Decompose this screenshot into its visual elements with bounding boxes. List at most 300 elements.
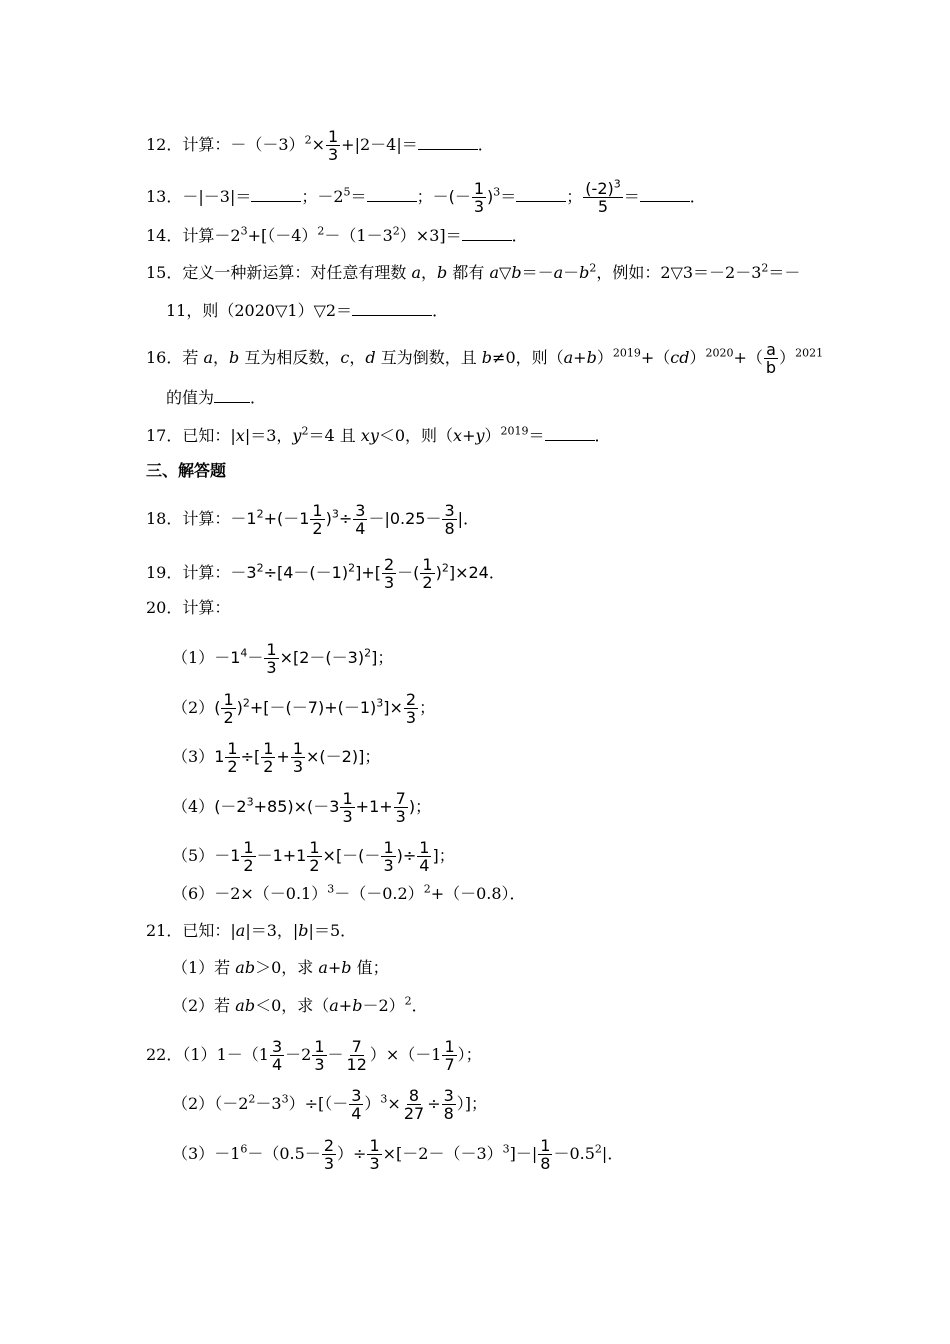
text: + — [276, 747, 290, 766]
text: +(－1 — [263, 509, 310, 528]
variable: a — [235, 921, 246, 940]
fraction — [322, 1137, 336, 1172]
text: ＞0，求 — [255, 958, 319, 977]
text: ）×3]＝ — [399, 226, 462, 245]
text: －（－0.2） — [334, 884, 424, 903]
numerator: 3 — [444, 501, 455, 520]
fraction — [402, 1087, 426, 1122]
text: ]×24． — [448, 563, 505, 582]
part-tag: （2） — [172, 698, 215, 717]
text: ． — [432, 301, 449, 320]
numerator: 1 — [369, 1136, 380, 1155]
text: ×[－(－ — [322, 846, 381, 865]
exponent: 2 — [589, 261, 597, 275]
numerator: 1 — [444, 1037, 455, 1056]
text: ． — [477, 135, 494, 154]
numerator: 1 — [314, 1037, 325, 1056]
question-20 — [146, 598, 230, 618]
text: ． — [689, 187, 706, 206]
text: －2） — [362, 996, 405, 1015]
text: ， — [349, 348, 366, 367]
answer-blank[interactable] — [214, 386, 250, 403]
text: －1 — [230, 509, 257, 528]
text: × — [387, 1094, 401, 1113]
exponent: 3 — [240, 224, 248, 238]
fraction — [420, 556, 434, 591]
numerator: 1 — [419, 838, 430, 857]
denominator: 27 — [403, 1104, 425, 1123]
question-number: 20． — [146, 598, 183, 617]
text: －1 — [214, 1144, 241, 1163]
question-number: 18． — [146, 509, 183, 528]
variable: a — [411, 263, 422, 282]
numerator: 1 — [473, 179, 485, 198]
exponent: 2 — [364, 646, 372, 660]
text: －3 — [255, 1094, 282, 1113]
variable: d — [365, 348, 376, 367]
numerator: 1 — [292, 739, 303, 758]
text: ） — [596, 348, 613, 367]
question-15-line-2 — [166, 299, 448, 321]
text: ）×（－1 — [369, 1045, 442, 1064]
part-tag: （3） — [172, 1144, 215, 1163]
variable: ab — [235, 958, 256, 977]
denominator: 7 — [444, 1055, 455, 1074]
fraction — [538, 1137, 552, 1172]
answer-blank[interactable] — [545, 424, 595, 441]
text: （－2 — [214, 1094, 249, 1113]
question-number: 19． — [146, 563, 183, 582]
numerator: 3 — [443, 1086, 454, 1105]
text: ； — [416, 187, 433, 206]
numerator: 1 — [342, 789, 353, 808]
numerator: 8 — [408, 1086, 420, 1105]
text: ＝4 且 — [308, 426, 361, 445]
text: ． — [511, 226, 528, 245]
text: |＝3， — [244, 426, 293, 445]
text: × — [311, 135, 325, 154]
variable: b — [579, 263, 590, 282]
numerator: a — [766, 340, 776, 359]
exponent: 2 — [404, 994, 412, 1008]
text: +85)×(－3 — [253, 797, 340, 816]
exponent: 2 — [301, 424, 309, 438]
exponent: 6 — [240, 1142, 248, 1156]
text: ≠0，则（ — [492, 348, 564, 367]
fraction — [381, 839, 395, 874]
fraction — [291, 740, 305, 775]
variable: c — [340, 348, 350, 367]
fraction — [225, 740, 239, 775]
text: －( — [397, 563, 420, 582]
text: ； — [566, 187, 583, 206]
exponent: 3 — [376, 696, 384, 710]
answer-blank[interactable] — [516, 185, 566, 202]
text: ) — [236, 698, 243, 717]
fraction — [367, 1137, 381, 1172]
numerator: 1 — [243, 838, 254, 857]
text: (－2 — [214, 797, 247, 816]
question-17 — [146, 424, 611, 446]
fraction — [417, 839, 431, 874]
variable: a+b — [329, 996, 363, 1015]
exponent: 2 — [423, 882, 431, 896]
text: ]－| — [509, 1144, 538, 1163]
text: ＜0，则（ — [378, 426, 454, 445]
part-tag: （2）若 — [172, 996, 236, 1015]
question-19 — [146, 556, 505, 591]
section-heading: 三、解答题 — [146, 461, 227, 480]
exponent: 4 — [240, 646, 248, 660]
variable: b — [481, 348, 493, 367]
part-tag: （1） — [172, 648, 215, 667]
question-20-part-4 — [172, 790, 431, 825]
variable: ab — [235, 996, 256, 1015]
answer-blank[interactable] — [251, 185, 301, 202]
question-number: 16． — [146, 348, 183, 367]
text: － — [327, 1045, 344, 1064]
answer-blank[interactable] — [462, 224, 512, 241]
text: ）÷[（－ — [288, 1094, 349, 1113]
text: )； — [408, 797, 432, 816]
text: ） — [484, 426, 501, 445]
exponent: 2 — [317, 224, 325, 238]
numerator: 2 — [405, 690, 417, 709]
exponent: 2 — [392, 224, 400, 238]
numerator: 1 — [223, 690, 234, 709]
text: ÷[4－(－1) — [263, 563, 349, 582]
text: +|2－4|＝ — [341, 135, 418, 154]
exponent: 3 — [502, 1142, 510, 1156]
text: +（ — [640, 348, 671, 367]
exponent: 3 — [281, 1092, 289, 1106]
numerator: 1 — [227, 739, 238, 758]
fraction — [264, 641, 278, 676]
text: ×[－2－（－3） — [382, 1144, 503, 1163]
text: 互为相反数， — [239, 348, 341, 367]
fraction — [261, 740, 275, 775]
text: －2 — [285, 1045, 312, 1064]
text: ) — [325, 509, 332, 528]
text: 定义一种新运算：对任意有理数 — [182, 263, 412, 282]
variable: b — [229, 348, 240, 367]
text: |＝5． — [308, 921, 357, 940]
denominator: 3 — [314, 1055, 325, 1074]
numerator — [583, 177, 622, 198]
fraction — [312, 1038, 326, 1073]
question-22-part-3 — [172, 1137, 623, 1172]
numerator: 3 — [355, 501, 366, 520]
part-tag: （1） — [182, 1045, 217, 1064]
text: +[－(－7)+(－1) — [249, 698, 377, 717]
denominator: 3 — [473, 197, 485, 216]
denominator: 8 — [540, 1154, 551, 1173]
text: (-2) — [585, 179, 614, 198]
text: +[（－4） — [247, 226, 318, 245]
question-number: 13． — [146, 187, 183, 206]
text: －2×（－0.1） — [214, 884, 328, 903]
question-20-part-3 — [172, 740, 380, 775]
text: ×[2－(－3) — [279, 648, 365, 667]
question-15 — [146, 263, 800, 283]
fraction — [394, 790, 408, 825]
denominator: 3 — [323, 1154, 335, 1173]
variable: a — [553, 263, 564, 282]
denominator: 2 — [223, 708, 234, 727]
variable: y — [292, 426, 302, 445]
question-13 — [146, 177, 706, 216]
text: －1 — [214, 648, 241, 667]
numerator: 7 — [395, 789, 406, 808]
text: － — [247, 648, 264, 667]
question-18 — [146, 502, 479, 537]
fraction — [345, 1038, 369, 1073]
answer-blank[interactable] — [367, 185, 417, 202]
exponent: 2 — [304, 133, 312, 147]
text: 若 — [182, 348, 204, 367]
exponent: 3 — [327, 882, 335, 896]
question-22-part-2 — [172, 1087, 487, 1122]
text: 计算－2 — [182, 226, 241, 245]
numerator: 1 — [383, 838, 394, 857]
numerator: 1 — [263, 739, 274, 758]
denominator: 8 — [444, 519, 455, 538]
question-21-part-1 — [172, 958, 389, 978]
fraction — [241, 839, 255, 874]
question-number: 14． — [146, 226, 183, 245]
fraction — [340, 790, 354, 825]
question-number: 21． — [146, 921, 183, 940]
text: 计算： — [182, 509, 231, 528]
exponent: 3 — [613, 177, 621, 191]
part-tag: （3） — [172, 747, 215, 766]
text: ． — [411, 996, 428, 1015]
part-tag: （6） — [172, 884, 215, 903]
part-tag: （5） — [172, 846, 215, 865]
question-16 — [146, 341, 823, 376]
text: 的值为 — [166, 388, 215, 407]
text: ， — [421, 263, 438, 282]
exponent: 3 — [493, 185, 501, 199]
denominator: 4 — [355, 519, 366, 538]
text: －(－ — [432, 187, 471, 206]
text: ( — [214, 698, 221, 717]
fraction — [349, 1087, 363, 1122]
question-20-part-6 — [172, 884, 526, 904]
exponent: 2 — [441, 561, 449, 575]
text: |． — [457, 509, 480, 528]
text: ）； — [457, 1045, 482, 1064]
denominator: 3 — [383, 573, 395, 592]
denominator: 2 — [263, 757, 274, 776]
text: +1+ — [355, 797, 393, 816]
denominator: 2 — [309, 856, 320, 875]
fraction — [310, 502, 324, 537]
text: ＝ — [623, 187, 640, 206]
text: ) — [435, 563, 442, 582]
question-21 — [146, 921, 356, 941]
text: ) — [487, 187, 494, 206]
text: ×(－2)]； — [306, 747, 381, 766]
denominator: 5 — [597, 197, 609, 216]
exponent: 3 — [380, 1092, 388, 1106]
question-number: 12． — [146, 135, 183, 154]
text: 计算： — [182, 598, 231, 617]
fraction — [353, 502, 367, 537]
text: －1+1 — [256, 846, 307, 865]
text: ＜0，求（ — [255, 996, 330, 1015]
fraction — [442, 1038, 456, 1073]
fraction — [583, 177, 622, 216]
exponent: 5 — [343, 185, 351, 199]
text: |． — [601, 1144, 624, 1163]
text: ，例如：2▽3＝－2－3 — [596, 263, 762, 282]
question-20-part-2 — [172, 691, 435, 726]
question-number: 22． — [146, 1045, 183, 1064]
fraction — [382, 556, 396, 591]
denominator: 2 — [422, 573, 433, 592]
text: －3 — [230, 563, 257, 582]
text: ÷ — [338, 509, 353, 528]
numerator: 1 — [327, 127, 339, 146]
text: 已知：| — [182, 921, 236, 940]
text: － — [563, 263, 580, 282]
text: ÷[ — [240, 747, 261, 766]
denominator: 3 — [369, 1154, 380, 1173]
fraction — [472, 180, 486, 215]
denominator: 4 — [419, 856, 430, 875]
denominator: 3 — [342, 807, 353, 826]
variable: b — [298, 921, 309, 940]
variable: cd — [670, 348, 690, 367]
text: 计算：－（－3） — [182, 135, 305, 154]
denominator: 3 — [395, 807, 406, 826]
question-number: 15． — [146, 263, 183, 282]
numerator: 7 — [351, 1037, 362, 1056]
fraction — [764, 341, 778, 376]
denominator: 12 — [346, 1055, 367, 1074]
variable: x+y — [453, 426, 485, 445]
text: 值； — [351, 958, 389, 977]
answer-blank[interactable] — [352, 299, 432, 316]
denominator: b — [765, 358, 777, 377]
denominator: 8 — [443, 1104, 454, 1123]
exponent: 2019 — [612, 346, 641, 360]
text: 1－（1 — [216, 1045, 269, 1064]
denominator: 3 — [292, 757, 303, 776]
text: 计算： — [182, 563, 231, 582]
fraction — [326, 128, 340, 163]
text: －1 — [214, 846, 241, 865]
text: ）÷ — [337, 1144, 367, 1163]
fraction — [221, 691, 235, 726]
text: ＝ — [500, 187, 517, 206]
question-22-part-1 — [146, 1038, 482, 1073]
exponent: 2 — [594, 1142, 602, 1156]
numerator: 3 — [271, 1037, 283, 1056]
text: ． — [250, 388, 267, 407]
text: －|0.25－ — [368, 509, 442, 528]
text: ]+[ — [355, 563, 381, 582]
text: －|－3|＝ — [182, 187, 252, 206]
text: 已知：| — [182, 426, 236, 445]
variable: a — [203, 348, 214, 367]
denominator: 3 — [383, 856, 394, 875]
variable: a+b — [318, 958, 352, 977]
fraction — [307, 839, 321, 874]
text: ） — [364, 1094, 381, 1113]
fraction — [270, 1038, 284, 1073]
text: ]× — [383, 698, 403, 717]
numerator: 2 — [323, 1136, 335, 1155]
question-16-line-2 — [166, 386, 266, 408]
variable: x — [235, 426, 245, 445]
denominator: 3 — [327, 145, 339, 164]
text: ]； — [432, 846, 455, 865]
text: ]； — [371, 648, 394, 667]
text: ＝－ — [768, 263, 801, 282]
text: )÷ — [396, 846, 417, 865]
question-12 — [146, 128, 494, 163]
text: 11，则（2020▽1）▽2＝ — [166, 301, 353, 320]
exponent: 3 — [246, 795, 254, 809]
text: +（－0.8）． — [430, 884, 526, 903]
text: ）]； — [456, 1094, 488, 1113]
exponent: 2 — [242, 696, 250, 710]
fraction — [404, 691, 418, 726]
text: ） — [689, 348, 706, 367]
numerator: 1 — [309, 838, 320, 857]
variable: a+b — [563, 348, 597, 367]
question-number: 17． — [146, 426, 183, 445]
exponent: 2 — [256, 561, 264, 575]
exponent: 2 — [248, 1092, 256, 1106]
fraction — [442, 502, 456, 537]
variable: b — [437, 263, 448, 282]
text: －2 — [317, 187, 344, 206]
text: ＝ — [528, 426, 545, 445]
text: 都有 — [447, 263, 490, 282]
text: 互为倒数，且 — [375, 348, 482, 367]
text: ＝－ — [521, 263, 554, 282]
text: ． — [594, 426, 611, 445]
variable: xy — [360, 426, 379, 445]
denominator: 4 — [271, 1055, 283, 1074]
question-20-part-5 — [172, 839, 455, 874]
answer-blank[interactable] — [418, 133, 478, 150]
variable: a▽b — [489, 263, 522, 282]
text: ÷ — [427, 1094, 441, 1113]
fraction — [442, 1087, 456, 1122]
text: |＝3，| — [245, 921, 299, 940]
text: ） — [779, 348, 796, 367]
part-tag: （2） — [172, 1094, 215, 1113]
exponent: 2019 — [500, 424, 529, 438]
part-tag: （4） — [172, 797, 215, 816]
exponent: 3 — [331, 507, 339, 521]
question-20-part-1 — [172, 641, 393, 676]
text: ； — [419, 698, 436, 717]
numerator: 1 — [422, 555, 433, 574]
answer-blank[interactable] — [640, 185, 690, 202]
denominator: 3 — [266, 658, 277, 677]
numerator: 3 — [351, 1086, 362, 1105]
numerator: 2 — [383, 555, 395, 574]
exponent: 2 — [761, 261, 769, 275]
text: －（1－3 — [324, 226, 393, 245]
numerator: 1 — [312, 501, 323, 520]
denominator: 3 — [405, 708, 417, 727]
